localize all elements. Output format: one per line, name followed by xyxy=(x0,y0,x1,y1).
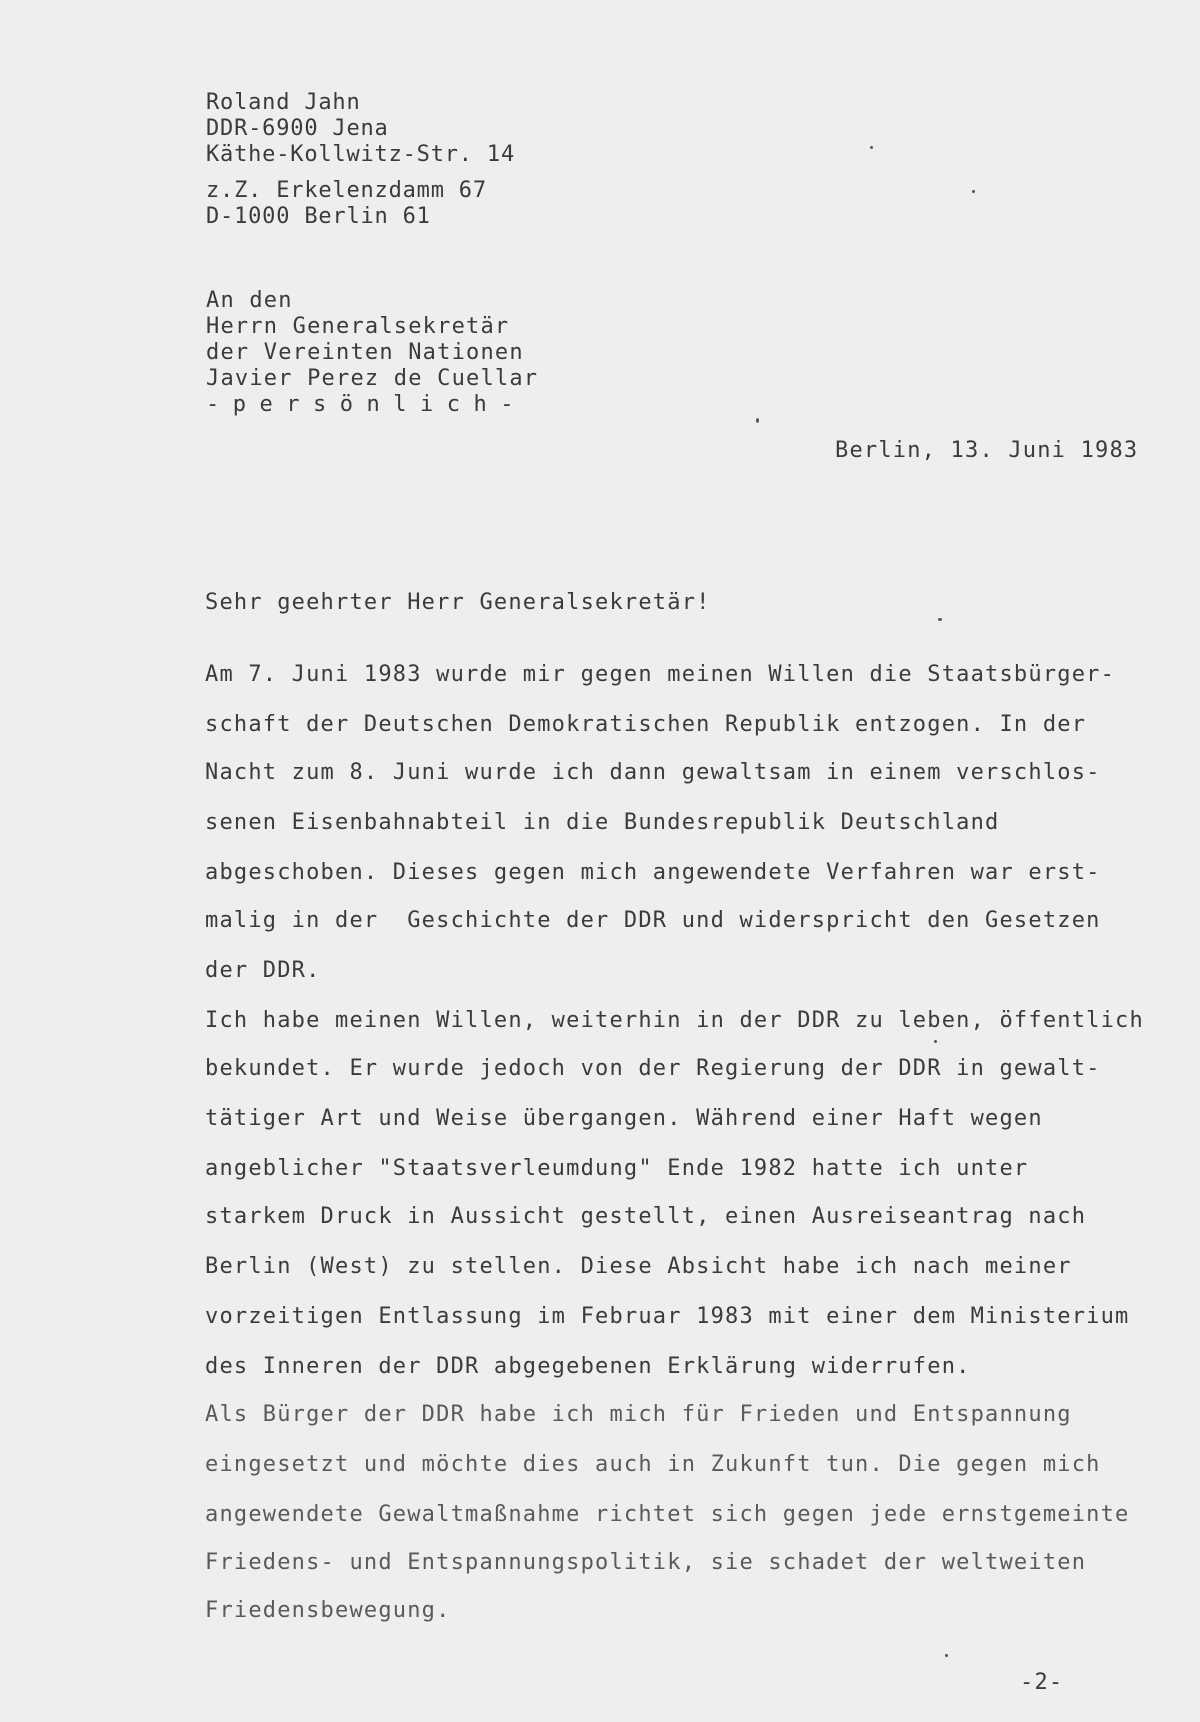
body-line: abgeschoben. Dieses gegen mich angewendete Verfahren war erst- xyxy=(205,860,1101,885)
recipient-line-4: Javier Perez de Cuellar xyxy=(206,366,539,391)
salutation: Sehr geehrter Herr Generalsekretär! xyxy=(205,590,711,615)
body-line: angewendete Gewaltmaßnahme richtet sich gegen jede ernstgemeinte xyxy=(205,1502,1130,1527)
paper-speck xyxy=(945,1654,948,1657)
recipient-line-3: der Vereinten Nationen xyxy=(206,340,524,365)
body-line: senen Eisenbahnabteil in die Bundesrepublik Deutschland xyxy=(205,810,1000,835)
body-line: vorzeitigen Entlassung im Februar 1983 mit einer dem Ministerium xyxy=(205,1304,1130,1329)
body-line: Berlin (West) zu stellen. Diese Absicht habe ich nach meiner xyxy=(205,1254,1072,1279)
body-line: Ich habe meinen Willen, weiterhin in der DDR zu leben, öffentlich xyxy=(205,1008,1144,1033)
body-line: Nacht zum 8. Juni wurde ich dann gewaltsam in einem verschlos- xyxy=(205,760,1101,785)
body-line: Am 7. Juni 1983 wurde mir gegen meinen Willen die Staatsbürger- xyxy=(205,662,1116,687)
paper-speck xyxy=(972,190,975,193)
body-line: der DDR. xyxy=(205,958,321,983)
sender-temp-city: D-1000 Berlin 61 xyxy=(206,204,431,229)
sender-street: Käthe-Kollwitz-Str. 14 xyxy=(206,142,515,167)
body-line: Friedens- und Entspannungspolitik, sie schadet der weltweiten xyxy=(205,1550,1087,1575)
sender-temp-street: z.Z. Erkelenzdamm 67 xyxy=(206,178,487,203)
body-line: angeblicher "Staatsverleumdung" Ende 1982 hatte ich unter xyxy=(205,1156,1029,1181)
recipient-personal-note: -persönlich- xyxy=(206,392,527,417)
sender-name: Roland Jahn xyxy=(206,90,361,115)
paper-speck xyxy=(938,618,942,621)
body-line: Friedensbewegung. xyxy=(205,1598,451,1623)
paper-speck xyxy=(870,146,873,149)
body-line: schaft der Deutschen Demokratischen Republik entzogen. In der xyxy=(205,712,1087,737)
sender-city: DDR-6900 Jena xyxy=(206,116,389,141)
body-line: malig in der Geschichte der DDR und widerspricht den Gesetzen xyxy=(205,908,1101,933)
body-line: tätiger Art und Weise übergangen. Während einer Haft wegen xyxy=(205,1106,1043,1131)
body-line: starkem Druck in Aussicht gestellt, einen Ausreiseantrag nach xyxy=(205,1204,1087,1229)
body-line: Als Bürger der DDR habe ich mich für Frieden und Entspannung xyxy=(205,1402,1072,1427)
recipient-line-1: An den xyxy=(206,288,293,313)
letter-date: Berlin, 13. Juni 1983 xyxy=(835,438,1139,463)
paper-speck xyxy=(934,1040,937,1043)
body-line: bekundet. Er wurde jedoch von der Regierung der DDR in gewalt- xyxy=(205,1056,1101,1081)
paper-speck xyxy=(756,418,759,423)
body-line: eingesetzt und möchte dies auch in Zukunft tun. Die gegen mich xyxy=(205,1452,1101,1477)
recipient-line-2: Herrn Generalsekretär xyxy=(206,314,510,339)
body-line: des Inneren der DDR abgegebenen Erklärung widerrufen. xyxy=(205,1354,971,1379)
page-marker: -2- xyxy=(1020,1670,1064,1695)
